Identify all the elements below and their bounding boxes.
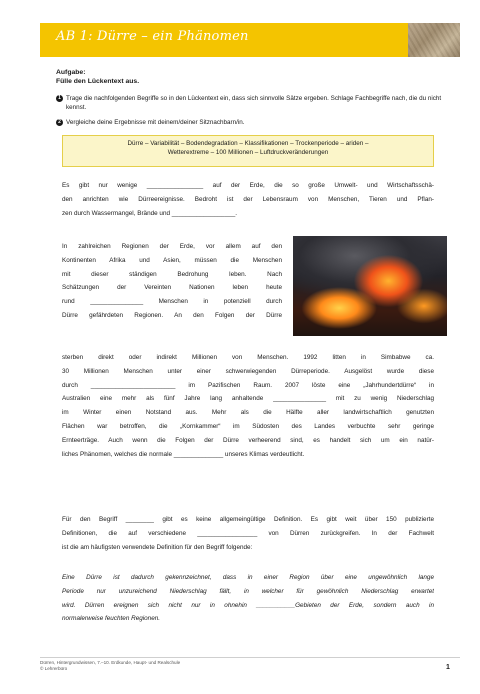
text-line: ist die am häufigsten verwendete Definition für den Begriff folgende: <box>62 543 253 551</box>
text-line: sterben direkt oder indirekt Millionen von Menschen. 1992 litten in Simbabwe ca. <box>62 354 434 361</box>
step-number-icon: 1 <box>56 95 63 102</box>
header-bar <box>40 23 460 57</box>
text-line: Für den Begriff ________ gibt es keine allgemeingültige Definition. Es gibt weit über 150 publizierte <box>62 516 434 523</box>
header-photo <box>408 23 460 57</box>
text-line: durch ________________________ im Pazifischen Raum. 2007 löste eine „Jahrhundertdürre“ in <box>62 381 434 389</box>
page-number: 1 <box>446 664 450 671</box>
text-line: Ernteerträge. Auch wenn die Folgen der Dürre verheerend sind, es handelt sich um ein natür- <box>62 436 434 444</box>
text-line: Flächen war betroffen, die „Kornkammer“ im Südosten des Landes verbuchte sehr geringe <box>62 422 434 430</box>
step-number-icon: 2 <box>56 119 63 126</box>
step-text: Trage die nachfolgenden Begriffe so in den Lückentext ein, dass sich sinnvolle Sätze ergeben. Schlage Fachbegriffe nach, die du nicht kennst. <box>66 95 442 111</box>
definition-paragraph <box>62 571 434 626</box>
step-text: Vergleiche deine Ergebnisse mit deinem/deiner Sitznachbarn/in. <box>66 119 245 126</box>
text-line: 30 Millionen Menschen unter einer schwerwiegenden Dürreperiode. Ausgelöst wurde diese <box>62 367 434 375</box>
text-line: In zahlreichen Regionen der Erde, vor allem auf den <box>62 243 282 250</box>
text-line: liches Phänomen, welches die normale ______________ unseres Klimas verdeutlicht. <box>62 450 305 458</box>
word-bank-line: Wetterextreme – 100 Millionen – Luftdruckveränderungen <box>167 149 329 156</box>
text-line: normalerweise feuchten Regionen. <box>62 615 161 623</box>
word-bank-line: Dürre – Variabilität – Bodendegradation – Klassifikationen – Trockenperiode – ariden – <box>127 140 369 147</box>
text-line: zen durch Wassermangel, Brände und __________________. <box>62 209 238 217</box>
footer-copyright: © Lehrerbüro <box>40 666 68 671</box>
paragraph-2 <box>62 240 282 323</box>
text-line: Dürre gefährdeten Regionen. An den Folgen der Dürre <box>62 311 282 319</box>
footer <box>40 660 180 672</box>
page-title: AB 1: Dürre – ein Phänomen <box>56 29 249 44</box>
task-subheading: Fülle den Lückentext aus. <box>56 78 140 85</box>
text-line: wird. Dürren ereignen sich nicht nur in ohnehin ___________Gebieten der Erde, sondern auch in <box>62 601 434 609</box>
text-line: mit dieser ständigen Bedrohung leben. Nach <box>62 270 282 278</box>
text-line: Periode nur unzureichend Niederschlag fällt, in welcher für gewöhnlich Niederschlag erwartet <box>62 587 434 595</box>
word-bank <box>62 135 434 167</box>
footer-source: Dürren, Hintergrundwissen, 7.–10. Erdkunde, Haupt- und Realschule <box>40 660 181 665</box>
text-line: Schätzungen der Vereinten Nationen leben heute <box>62 284 282 292</box>
text-line: Kontinenten Afrika und Asien, müssen die Menschen <box>62 256 282 264</box>
text-line: Australien eine mehr als fünf Jahre lang anhaltende _______________ mit zu wenig Niederschlag <box>62 395 434 403</box>
paragraph-1 <box>62 179 434 220</box>
text-line: Es gibt nur wenige ________________ auf der Erde, die so große Umwelt- und Wirtschaftsschä- <box>62 182 434 189</box>
text-line: rund _______________ Menschen in potenziell durch <box>62 298 282 306</box>
text-line: im Winter einen Notstand aus. Mehr als die Hälfte aller landwirtschaftlich genutzten <box>62 409 434 417</box>
task-section <box>56 68 139 86</box>
footer-divider <box>40 657 460 658</box>
text-line: Definitionen, die auf verschiedene _________________ von Dürren zurückgreifen. In der Fachwelt <box>62 529 434 537</box>
wildfire-photo <box>293 236 447 336</box>
task-heading: Aufgabe: <box>56 69 86 76</box>
text-line: Eine Dürre ist dadurch gekennzeichnet, dass in einer Region über eine ungewöhnlich lange <box>62 574 434 581</box>
text-line: den anrichten wie Dürreereignisse. Bedroht ist der Lebensraum von Menschen, Tieren und Pflan- <box>62 195 434 203</box>
paragraph-2-continued <box>62 351 434 461</box>
paragraph-3 <box>62 513 434 554</box>
